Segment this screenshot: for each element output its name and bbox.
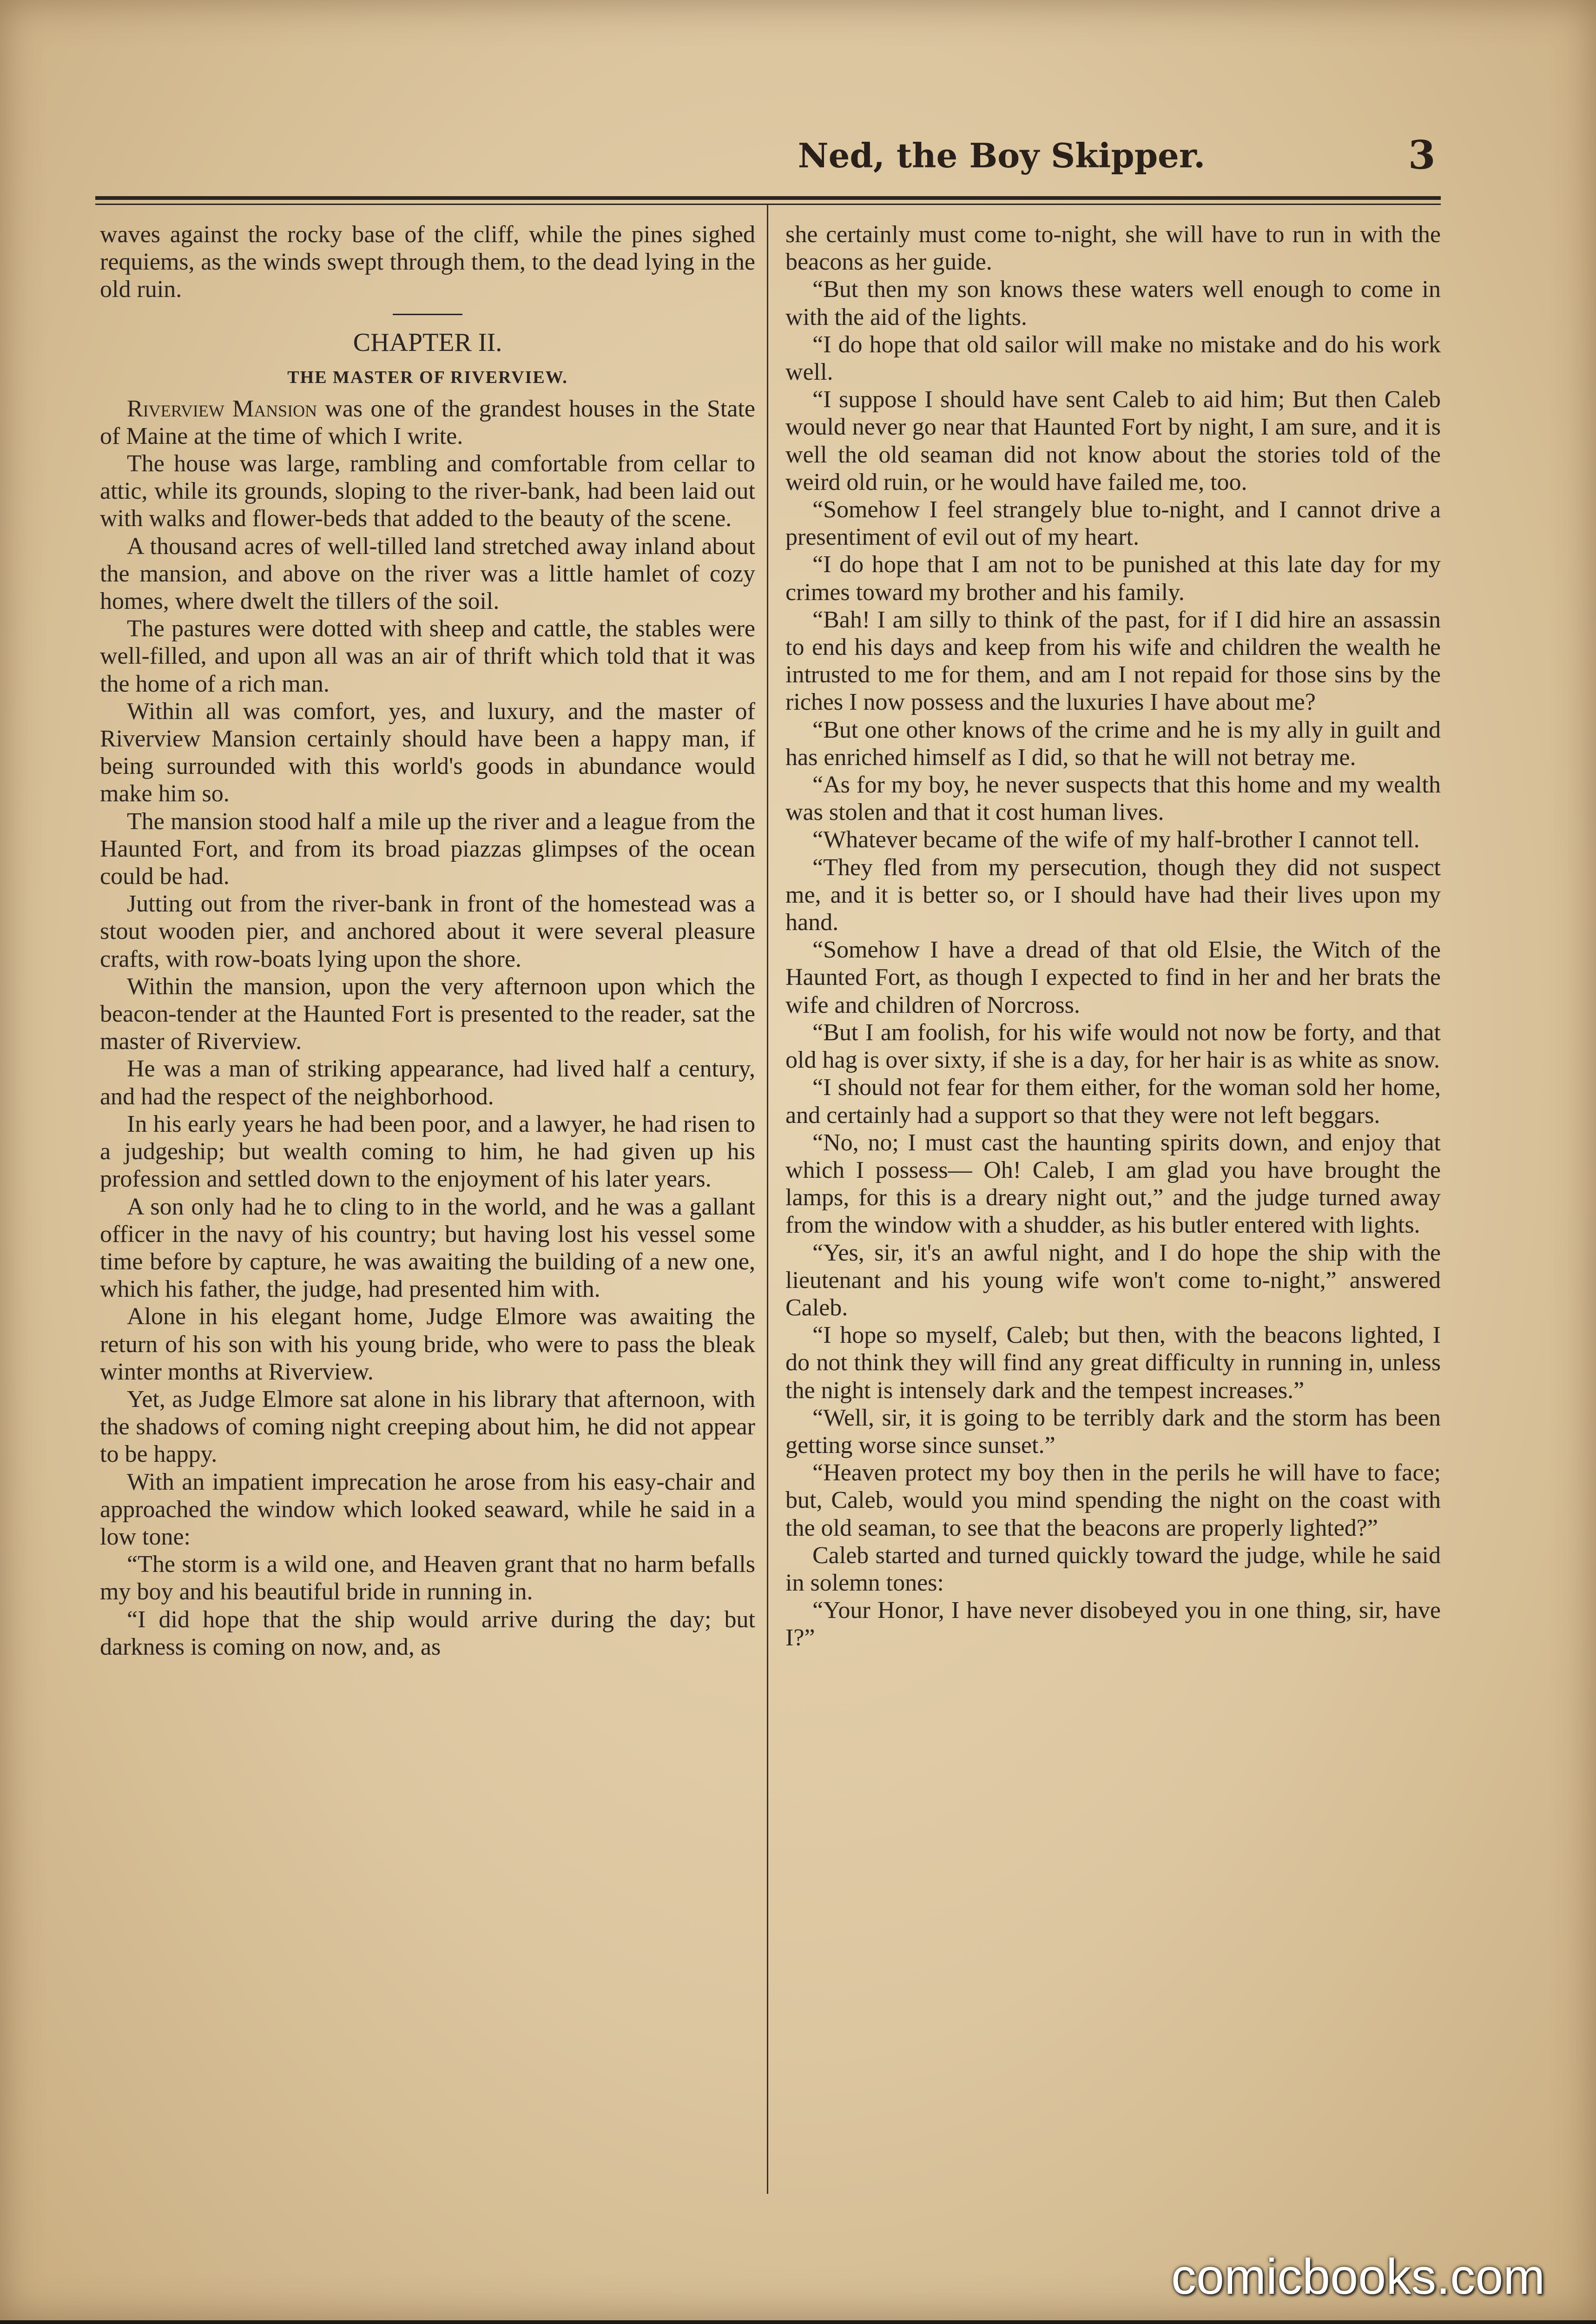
section-rule bbox=[393, 314, 462, 315]
paragraph: “I do hope that I am not to be punished at this late day for my crimes toward my brother and his family. bbox=[785, 551, 1441, 606]
paragraph bbox=[100, 395, 755, 450]
paragraph: “Yes, sir, it's an awful night, and I do hope the ship with the lieutenant and his young wife won't come to-night,” answered Caleb. bbox=[785, 1239, 1441, 1321]
paragraph: Within all was comfort, yes, and luxury, and the master of Riverview Mansion certainly should have been a happy man, if being surrounded with this world's goods in abundance would make him so. bbox=[100, 698, 755, 807]
paragraph: “Somehow I feel strangely blue to-night, and I cannot drive a presentiment of evil out of my heart. bbox=[785, 496, 1441, 551]
paragraph: Jutting out from the river-bank in front of the homestead was a stout wooden pier, and anchored about it were several pleasure crafts, with row-boats lying upon the shore. bbox=[100, 891, 755, 972]
opening-smallcaps: Riverview Mansion bbox=[127, 395, 317, 422]
running-head-title: Ned, the Boy Skipper. bbox=[798, 136, 1206, 175]
paragraph: A thousand acres of well-tilled land stretched away inland about the mansion, and above on the river was a little hamlet of cozy homes, where dwelt the tillers of the soil. bbox=[100, 533, 755, 615]
paragraph: He was a man of striking appearance, had lived half a century, and had the respect of the neighborhood. bbox=[100, 1056, 755, 1110]
header-rule bbox=[95, 196, 1441, 200]
paragraph: A son only had he to cling to in the world, and he was a gallant officer in the navy of his country; but having lost his vessel some time before by capture, he was awaiting the building of a new one, which his father, the judge, had presented him with. bbox=[100, 1193, 755, 1303]
paragraph: Within the mansion, upon the very afternoon upon which the beacon-tender at the Haunted Fort is presented to the reader, sat the master of Riverview. bbox=[100, 973, 755, 1055]
paragraph: The house was large, rambling and comfortable from cellar to attic, while its grounds, sloping to the river-bank, had been laid out with walks and flower-beds that added to the beauty of the scene. bbox=[100, 450, 755, 532]
paragraph: “As for my boy, he never suspects that this home and my wealth was stolen and that it cost human lives. bbox=[785, 772, 1441, 826]
paragraph: Caleb started and turned quickly toward the judge, while he said in solemn tones: bbox=[785, 1542, 1441, 1596]
site-watermark: comicbooks.com bbox=[1171, 2248, 1545, 2304]
paragraph: Yet, as Judge Elmore sat alone in his library that afternoon, with the shadows of coming night creeping about him, he did not appear to be happy. bbox=[100, 1386, 755, 1468]
paragraph: With an impatient imprecation he arose from his easy-chair and approached the window which looked seaward, while he said in a low tone: bbox=[100, 1468, 755, 1550]
right-column bbox=[785, 221, 1441, 1652]
paragraph: “Well, sir, it is going to be terribly dark and the storm has been getting worse since sunset.” bbox=[785, 1404, 1441, 1459]
paragraph: “Your Honor, I have never disobeyed you in one thing, sir, have I?” bbox=[785, 1597, 1441, 1651]
paragraph: waves against the rocky base of the cliff, while the pines sighed requiems, as the winds swept through them, to the dead lying in the old ruin. bbox=[100, 221, 755, 303]
paragraph: “I did hope that the ship would arrive during the day; but darkness is coming on now, and, as bbox=[100, 1606, 755, 1660]
chapter-title: CHAPTER II. bbox=[353, 328, 502, 357]
paragraph: “Somehow I have a dread of that old Elsie, the Witch of the Haunted Fort, as though I expected to find in her and her brats the wife and children of Norcross. bbox=[785, 937, 1441, 1018]
paragraph: “I do hope that old sailor will make no mistake and do his work well. bbox=[785, 331, 1441, 386]
column-divider bbox=[767, 205, 768, 2194]
paragraph: The mansion stood half a mile up the river and a league from the Haunted Fort, and from its broad piazzas glimpses of the ocean could be had. bbox=[100, 808, 755, 890]
paragraph: “Heaven protect my boy then in the perils he will have to face; but, Caleb, would you mind spending the night on the coast with the old seaman, to see that the beacons are properly lighted?” bbox=[785, 1459, 1441, 1541]
paragraph: In his early years he had been poor, and a lawyer, he had risen to a judgeship; but wealth coming to him, he had given up his profession and settled down to the enjoyment of his later years. bbox=[100, 1110, 755, 1193]
paragraph: “But I am foolish, for his wife would not now be forty, and that old hag is over sixty, if she is a day, for her hair is as white as snow. bbox=[785, 1019, 1441, 1074]
paragraph: The pastures were dotted with sheep and cattle, the stables were well-filled, and upon all was an air of thrift which told that it was the home of a rich man. bbox=[100, 615, 755, 697]
chapter-subtitle: THE MASTER OF RIVERVIEW. bbox=[287, 367, 568, 387]
left-column bbox=[100, 221, 755, 1661]
paragraph: “Whatever became of the wife of my half-brother I cannot tell. bbox=[812, 826, 1420, 853]
paragraph: “No, no; I must cast the haunting spirits down, and enjoy that which I possess— Oh! Caleb, I am glad you have brought the lamps, for this is a dreary night out,” and the judge turned away from the window with a shudder, as his butler entered with lights. bbox=[785, 1129, 1441, 1239]
paragraph: “I hope so myself, Caleb; but then, with the beacons lighted, I do not think they will find any great difficulty in running in, unless the night is intensely dark and the tempest increases.” bbox=[785, 1322, 1441, 1404]
paragraph: “I suppose I should have sent Caleb to aid him; But then Caleb would never go near that Haunted Fort by night, I am sure, and it is well the old seaman did not know about the stories told of the weird old ruin, or he would have failed me, too. bbox=[785, 386, 1441, 495]
paragraph: “They fled from my persecution, though they did not suspect me, and it is better so, or I should have had their lives upon my hand. bbox=[785, 854, 1441, 936]
page-number: 3 bbox=[1408, 132, 1436, 178]
paragraph: “The storm is a wild one, and Heaven grant that no harm befalls my boy and his beautiful bride in running in. bbox=[100, 1551, 755, 1605]
paragraph: “But then my son knows these waters well enough to come in with the aid of the lights. bbox=[785, 276, 1441, 330]
paragraph-text: was one of the grandest houses in the State of Maine at the time of which I write. bbox=[100, 395, 755, 449]
paragraph: “But one other knows of the crime and he is my ally in guilt and has enriched himself as I did, so that he will not betray me. bbox=[785, 716, 1441, 771]
paragraph: Alone in his elegant home, Judge Elmore was awaiting the return of his son with his young bride, who were to pass the bleak winter months at Riverview. bbox=[100, 1303, 755, 1385]
paragraph: “Bah! I am silly to think of the past, for if I did hire an assassin to end his days and keep from his wife and children the wealth he intrusted to me for them, and am I not repaid for those sins by the riches I now possess and the luxuries I have about me? bbox=[785, 606, 1441, 716]
paragraph: “I should not fear for them either, for the woman sold her home, and certainly had a support so that they were not left beggars. bbox=[785, 1074, 1441, 1129]
paragraph: she certainly must come to-night, she will have to run in with the beacons as her guide. bbox=[785, 221, 1441, 276]
